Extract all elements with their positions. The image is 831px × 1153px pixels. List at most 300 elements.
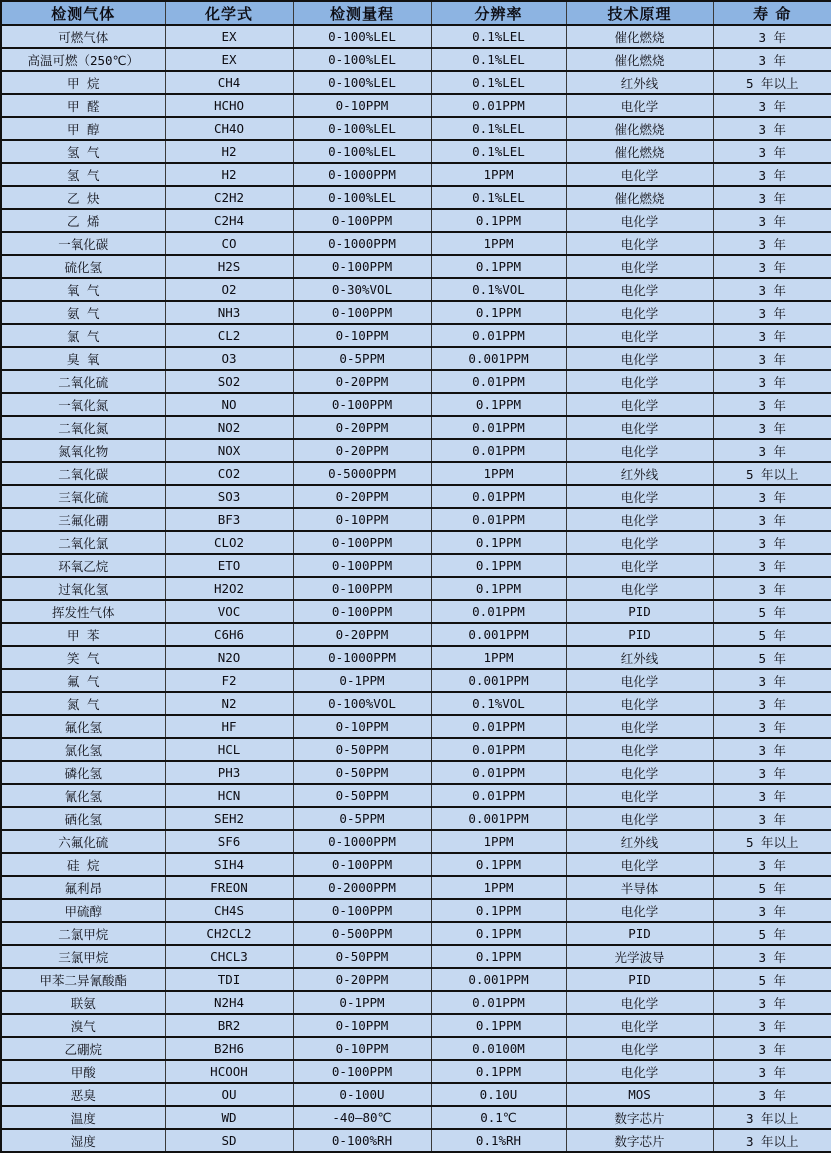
gas-name-cell: 氮 气 xyxy=(1,692,165,715)
gas-name-cell: 温度 xyxy=(1,1106,165,1129)
range-cell: 0-50PPM xyxy=(293,945,431,968)
principle-cell: 数字芯片 xyxy=(566,1106,713,1129)
gas-name-cell: 三氯甲烷 xyxy=(1,945,165,968)
principle-cell: PID xyxy=(566,922,713,945)
formula-cell: F2 xyxy=(165,669,293,692)
table-row xyxy=(1,117,831,140)
gas-name-cell: 三氧化硫 xyxy=(1,485,165,508)
resolution-cell: 0.1%LEL xyxy=(431,48,566,71)
principle-cell: PID xyxy=(566,600,713,623)
table-row xyxy=(1,1106,831,1129)
range-cell: 0-10PPM xyxy=(293,508,431,531)
lifespan-cell: 3 年 xyxy=(713,370,831,393)
resolution-cell: 0.1%LEL xyxy=(431,71,566,94)
gas-name-cell: 六氟化硫 xyxy=(1,830,165,853)
lifespan-cell: 3 年 xyxy=(713,669,831,692)
table-row xyxy=(1,1014,831,1037)
range-cell: 0-100PPM xyxy=(293,899,431,922)
lifespan-cell: 3 年 xyxy=(713,209,831,232)
principle-cell: 电化学 xyxy=(566,669,713,692)
lifespan-cell: 5 年 xyxy=(713,876,831,899)
table-row xyxy=(1,324,831,347)
gas-name-cell: 氯化氢 xyxy=(1,738,165,761)
range-cell: 0-5PPM xyxy=(293,807,431,830)
lifespan-cell: 3 年 xyxy=(713,1060,831,1083)
formula-cell: H2 xyxy=(165,163,293,186)
resolution-cell: 0.001PPM xyxy=(431,968,566,991)
lifespan-cell: 3 年 xyxy=(713,186,831,209)
range-cell: 0-100PPM xyxy=(293,554,431,577)
gas-name-cell: 氟 气 xyxy=(1,669,165,692)
range-cell: 0-30%VOL xyxy=(293,278,431,301)
range-cell: 0-20PPM xyxy=(293,416,431,439)
range-cell: 0-1PPM xyxy=(293,991,431,1014)
lifespan-cell: 3 年 xyxy=(713,140,831,163)
resolution-cell: 1PPM xyxy=(431,462,566,485)
resolution-cell: 0.1PPM xyxy=(431,577,566,600)
range-cell: 0-1PPM xyxy=(293,669,431,692)
table-row xyxy=(1,991,831,1014)
principle-cell: 电化学 xyxy=(566,416,713,439)
range-cell: 0-100PPM xyxy=(293,209,431,232)
table-row xyxy=(1,830,831,853)
resolution-cell: 1PPM xyxy=(431,232,566,255)
principle-cell: 电化学 xyxy=(566,163,713,186)
table-row xyxy=(1,1129,831,1152)
range-cell: 0-1000PPM xyxy=(293,646,431,669)
range-cell: 0-1000PPM xyxy=(293,830,431,853)
range-cell: 0-100PPM xyxy=(293,531,431,554)
table-row xyxy=(1,1037,831,1060)
gas-name-cell: 磷化氢 xyxy=(1,761,165,784)
lifespan-cell: 3 年 xyxy=(713,991,831,1014)
table-row xyxy=(1,784,831,807)
lifespan-cell: 3 年 xyxy=(713,278,831,301)
range-cell: 0-1000PPM xyxy=(293,163,431,186)
formula-cell: EX xyxy=(165,25,293,48)
resolution-cell: 0.01PPM xyxy=(431,991,566,1014)
principle-cell: 催化燃烧 xyxy=(566,140,713,163)
formula-cell: SIH4 xyxy=(165,853,293,876)
resolution-cell: 0.1%LEL xyxy=(431,25,566,48)
formula-cell: FREON xyxy=(165,876,293,899)
resolution-cell: 0.1PPM xyxy=(431,531,566,554)
table-row xyxy=(1,945,831,968)
table-row xyxy=(1,255,831,278)
resolution-cell: 0.01PPM xyxy=(431,761,566,784)
resolution-cell: 0.0100M xyxy=(431,1037,566,1060)
formula-cell: CH4S xyxy=(165,899,293,922)
principle-cell: 电化学 xyxy=(566,209,713,232)
principle-cell: 电化学 xyxy=(566,807,713,830)
lifespan-cell: 3 年 xyxy=(713,1083,831,1106)
table-row xyxy=(1,1060,831,1083)
column-header-lifespan: 寿 命 xyxy=(713,1,831,25)
lifespan-cell: 3 年 xyxy=(713,301,831,324)
table-row xyxy=(1,25,831,48)
lifespan-cell: 3 年 xyxy=(713,117,831,140)
principle-cell: 电化学 xyxy=(566,554,713,577)
table-header xyxy=(1,1,831,25)
principle-cell: 光学波导 xyxy=(566,945,713,968)
lifespan-cell: 5 年 xyxy=(713,646,831,669)
lifespan-cell: 3 年 xyxy=(713,554,831,577)
lifespan-cell: 3 年 xyxy=(713,163,831,186)
formula-cell: C6H6 xyxy=(165,623,293,646)
table-row xyxy=(1,416,831,439)
formula-cell: SD xyxy=(165,1129,293,1152)
gas-name-cell: 二氯甲烷 xyxy=(1,922,165,945)
principle-cell: 半导体 xyxy=(566,876,713,899)
table-row xyxy=(1,186,831,209)
lifespan-cell: 3 年 xyxy=(713,945,831,968)
lifespan-cell: 3 年 xyxy=(713,324,831,347)
principle-cell: 电化学 xyxy=(566,370,713,393)
range-cell: 0-500PPM xyxy=(293,922,431,945)
range-cell: 0-10PPM xyxy=(293,715,431,738)
principle-cell: 电化学 xyxy=(566,301,713,324)
resolution-cell: 0.1PPM xyxy=(431,922,566,945)
gas-name-cell: 二氧化氯 xyxy=(1,531,165,554)
range-cell: 0-10PPM xyxy=(293,1014,431,1037)
resolution-cell: 0.1℃ xyxy=(431,1106,566,1129)
table-row xyxy=(1,600,831,623)
resolution-cell: 1PPM xyxy=(431,876,566,899)
resolution-cell: 0.1%LEL xyxy=(431,117,566,140)
range-cell: 0-10PPM xyxy=(293,1037,431,1060)
range-cell: 0-100%LEL xyxy=(293,48,431,71)
principle-cell: 催化燃烧 xyxy=(566,48,713,71)
table-row xyxy=(1,485,831,508)
formula-cell: HCL xyxy=(165,738,293,761)
range-cell: 0-100PPM xyxy=(293,255,431,278)
lifespan-cell: 3 年 xyxy=(713,232,831,255)
formula-cell: HF xyxy=(165,715,293,738)
lifespan-cell: 3 年 xyxy=(713,347,831,370)
range-cell: 0-100PPM xyxy=(293,577,431,600)
principle-cell: 电化学 xyxy=(566,715,713,738)
lifespan-cell: 3 年 xyxy=(713,807,831,830)
table-row xyxy=(1,48,831,71)
resolution-cell: 0.10U xyxy=(431,1083,566,1106)
table-row xyxy=(1,370,831,393)
formula-cell: WD xyxy=(165,1106,293,1129)
gas-name-cell: 硫化氢 xyxy=(1,255,165,278)
gas-name-cell: 乙 烯 xyxy=(1,209,165,232)
gas-name-cell: 乙硼烷 xyxy=(1,1037,165,1060)
range-cell: 0-50PPM xyxy=(293,738,431,761)
range-cell: 0-20PPM xyxy=(293,370,431,393)
resolution-cell: 0.1PPM xyxy=(431,1060,566,1083)
lifespan-cell: 5 年以上 xyxy=(713,462,831,485)
gas-name-cell: 甲苯二异氰酸酯 xyxy=(1,968,165,991)
gas-name-cell: 硒化氢 xyxy=(1,807,165,830)
formula-cell: EX xyxy=(165,48,293,71)
table-row xyxy=(1,577,831,600)
gas-name-cell: 三氟化硼 xyxy=(1,508,165,531)
lifespan-cell: 5 年 xyxy=(713,922,831,945)
formula-cell: H2 xyxy=(165,140,293,163)
gas-name-cell: 氯 气 xyxy=(1,324,165,347)
table-row xyxy=(1,393,831,416)
principle-cell: 电化学 xyxy=(566,255,713,278)
formula-cell: SEH2 xyxy=(165,807,293,830)
column-header-range: 检测量程 xyxy=(293,1,431,25)
principle-cell: 电化学 xyxy=(566,1037,713,1060)
table-row xyxy=(1,899,831,922)
lifespan-cell: 3 年 xyxy=(713,531,831,554)
principle-cell: 电化学 xyxy=(566,393,713,416)
resolution-cell: 0.01PPM xyxy=(431,439,566,462)
lifespan-cell: 3 年 xyxy=(713,784,831,807)
principle-cell: 电化学 xyxy=(566,531,713,554)
gas-name-cell: 过氧化氢 xyxy=(1,577,165,600)
table-row xyxy=(1,646,831,669)
principle-cell: 红外线 xyxy=(566,646,713,669)
lifespan-cell: 5 年 xyxy=(713,600,831,623)
formula-cell: NH3 xyxy=(165,301,293,324)
table-row xyxy=(1,623,831,646)
lifespan-cell: 3 年 xyxy=(713,393,831,416)
principle-cell: 电化学 xyxy=(566,784,713,807)
resolution-cell: 0.1%VOL xyxy=(431,278,566,301)
gas-name-cell: 湿度 xyxy=(1,1129,165,1152)
range-cell: 0-100U xyxy=(293,1083,431,1106)
range-cell: 0-100PPM xyxy=(293,853,431,876)
table-row xyxy=(1,278,831,301)
lifespan-cell: 3 年 xyxy=(713,692,831,715)
resolution-cell: 0.001PPM xyxy=(431,807,566,830)
lifespan-cell: 3 年 xyxy=(713,416,831,439)
formula-cell: C2H2 xyxy=(165,186,293,209)
principle-cell: 红外线 xyxy=(566,462,713,485)
resolution-cell: 0.1%VOL xyxy=(431,692,566,715)
range-cell: 0-100%VOL xyxy=(293,692,431,715)
formula-cell: CH2CL2 xyxy=(165,922,293,945)
formula-cell: H2O2 xyxy=(165,577,293,600)
column-header-principle: 技术原理 xyxy=(566,1,713,25)
table-row xyxy=(1,738,831,761)
lifespan-cell: 3 年 xyxy=(713,853,831,876)
gas-name-cell: 氟利昂 xyxy=(1,876,165,899)
range-cell: 0-10PPM xyxy=(293,94,431,117)
range-cell: 0-100PPM xyxy=(293,1060,431,1083)
lifespan-cell: 5 年 xyxy=(713,623,831,646)
lifespan-cell: 5 年以上 xyxy=(713,830,831,853)
principle-cell: 电化学 xyxy=(566,347,713,370)
principle-cell: 电化学 xyxy=(566,692,713,715)
formula-cell: HCN xyxy=(165,784,293,807)
formula-cell: NO2 xyxy=(165,416,293,439)
gas-name-cell: 二氧化氮 xyxy=(1,416,165,439)
formula-cell: HCHO xyxy=(165,94,293,117)
formula-cell: VOC xyxy=(165,600,293,623)
resolution-cell: 0.1PPM xyxy=(431,899,566,922)
formula-cell: CL2 xyxy=(165,324,293,347)
formula-cell: BF3 xyxy=(165,508,293,531)
principle-cell: 电化学 xyxy=(566,738,713,761)
range-cell: 0-20PPM xyxy=(293,623,431,646)
resolution-cell: 0.01PPM xyxy=(431,94,566,117)
table-row xyxy=(1,347,831,370)
resolution-cell: 1PPM xyxy=(431,646,566,669)
table-row xyxy=(1,209,831,232)
lifespan-cell: 3 年 xyxy=(713,1037,831,1060)
table-row xyxy=(1,968,831,991)
column-header-gas: 检测气体 xyxy=(1,1,165,25)
gas-name-cell: 甲 烷 xyxy=(1,71,165,94)
lifespan-cell: 3 年 xyxy=(713,715,831,738)
range-cell: 0-50PPM xyxy=(293,784,431,807)
formula-cell: CO2 xyxy=(165,462,293,485)
table-row xyxy=(1,531,831,554)
lifespan-cell: 3 年以上 xyxy=(713,1129,831,1152)
principle-cell: 电化学 xyxy=(566,1014,713,1037)
formula-cell: N2H4 xyxy=(165,991,293,1014)
resolution-cell: 0.1PPM xyxy=(431,1014,566,1037)
lifespan-cell: 3 年 xyxy=(713,1014,831,1037)
gas-name-cell: 一氧化氮 xyxy=(1,393,165,416)
lifespan-cell: 3 年 xyxy=(713,761,831,784)
gas-name-cell: 可燃气体 xyxy=(1,25,165,48)
resolution-cell: 0.1%RH xyxy=(431,1129,566,1152)
resolution-cell: 0.01PPM xyxy=(431,738,566,761)
principle-cell: 催化燃烧 xyxy=(566,186,713,209)
gas-name-cell: 氧 气 xyxy=(1,278,165,301)
resolution-cell: 0.1%LEL xyxy=(431,186,566,209)
lifespan-cell: 3 年 xyxy=(713,255,831,278)
principle-cell: 电化学 xyxy=(566,991,713,1014)
table-row xyxy=(1,508,831,531)
resolution-cell: 0.01PPM xyxy=(431,784,566,807)
principle-cell: 电化学 xyxy=(566,1060,713,1083)
gas-name-cell: 甲硫醇 xyxy=(1,899,165,922)
table-row xyxy=(1,140,831,163)
formula-cell: NO xyxy=(165,393,293,416)
table-body xyxy=(1,25,831,1152)
table-row xyxy=(1,876,831,899)
resolution-cell: 0.01PPM xyxy=(431,370,566,393)
table-row xyxy=(1,71,831,94)
table-row xyxy=(1,163,831,186)
gas-name-cell: 恶臭 xyxy=(1,1083,165,1106)
formula-cell: O3 xyxy=(165,347,293,370)
formula-cell: OU xyxy=(165,1083,293,1106)
resolution-cell: 1PPM xyxy=(431,163,566,186)
table-row xyxy=(1,715,831,738)
lifespan-cell: 3 年 xyxy=(713,899,831,922)
range-cell: 0-100%LEL xyxy=(293,71,431,94)
principle-cell: 电化学 xyxy=(566,577,713,600)
column-header-formula: 化学式 xyxy=(165,1,293,25)
resolution-cell: 0.01PPM xyxy=(431,485,566,508)
lifespan-cell: 3 年以上 xyxy=(713,1106,831,1129)
principle-cell: 电化学 xyxy=(566,899,713,922)
resolution-cell: 0.1PPM xyxy=(431,209,566,232)
table-row xyxy=(1,554,831,577)
principle-cell: 电化学 xyxy=(566,508,713,531)
gas-name-cell: 笑 气 xyxy=(1,646,165,669)
resolution-cell: 0.01PPM xyxy=(431,324,566,347)
resolution-cell: 0.001PPM xyxy=(431,347,566,370)
principle-cell: 催化燃烧 xyxy=(566,117,713,140)
lifespan-cell: 5 年以上 xyxy=(713,71,831,94)
principle-cell: 催化燃烧 xyxy=(566,25,713,48)
gas-name-cell: 氨 气 xyxy=(1,301,165,324)
formula-cell: SF6 xyxy=(165,830,293,853)
range-cell: 0-2000PPM xyxy=(293,876,431,899)
lifespan-cell: 3 年 xyxy=(713,738,831,761)
formula-cell: TDI xyxy=(165,968,293,991)
gas-name-cell: 甲 苯 xyxy=(1,623,165,646)
formula-cell: HCOOH xyxy=(165,1060,293,1083)
formula-cell: N2O xyxy=(165,646,293,669)
principle-cell: 电化学 xyxy=(566,232,713,255)
resolution-cell: 0.1PPM xyxy=(431,945,566,968)
range-cell: 0-100%RH xyxy=(293,1129,431,1152)
formula-cell: CH4O xyxy=(165,117,293,140)
formula-cell: PH3 xyxy=(165,761,293,784)
principle-cell: 电化学 xyxy=(566,324,713,347)
resolution-cell: 0.01PPM xyxy=(431,416,566,439)
principle-cell: 红外线 xyxy=(566,830,713,853)
principle-cell: 电化学 xyxy=(566,485,713,508)
formula-cell: O2 xyxy=(165,278,293,301)
gas-name-cell: 二氧化碳 xyxy=(1,462,165,485)
principle-cell: 红外线 xyxy=(566,71,713,94)
principle-cell: PID xyxy=(566,623,713,646)
table-row xyxy=(1,761,831,784)
formula-cell: C2H4 xyxy=(165,209,293,232)
gas-name-cell: 甲 醇 xyxy=(1,117,165,140)
formula-cell: CHCL3 xyxy=(165,945,293,968)
table-row xyxy=(1,301,831,324)
resolution-cell: 0.1PPM xyxy=(431,255,566,278)
table-row xyxy=(1,232,831,255)
header-row xyxy=(1,1,831,25)
gas-name-cell: 环氧乙烷 xyxy=(1,554,165,577)
range-cell: 0-5000PPM xyxy=(293,462,431,485)
range-cell: 0-50PPM xyxy=(293,761,431,784)
table-row xyxy=(1,669,831,692)
table-row xyxy=(1,1083,831,1106)
principle-cell: MOS xyxy=(566,1083,713,1106)
principle-cell: 电化学 xyxy=(566,853,713,876)
range-cell: 0-100%LEL xyxy=(293,186,431,209)
resolution-cell: 0.001PPM xyxy=(431,623,566,646)
formula-cell: CO xyxy=(165,232,293,255)
range-cell: 0-1000PPM xyxy=(293,232,431,255)
range-cell: 0-20PPM xyxy=(293,485,431,508)
formula-cell: CLO2 xyxy=(165,531,293,554)
lifespan-cell: 3 年 xyxy=(713,577,831,600)
gas-name-cell: 氮氧化物 xyxy=(1,439,165,462)
resolution-cell: 0.01PPM xyxy=(431,508,566,531)
gas-name-cell: 硅 烷 xyxy=(1,853,165,876)
resolution-cell: 0.1PPM xyxy=(431,554,566,577)
formula-cell: ETO xyxy=(165,554,293,577)
formula-cell: H2S xyxy=(165,255,293,278)
gas-name-cell: 联氨 xyxy=(1,991,165,1014)
range-cell: 0-100PPM xyxy=(293,600,431,623)
range-cell: -40—80℃ xyxy=(293,1106,431,1129)
resolution-cell: 0.01PPM xyxy=(431,715,566,738)
gas-name-cell: 乙 炔 xyxy=(1,186,165,209)
lifespan-cell: 3 年 xyxy=(713,439,831,462)
gas-name-cell: 甲酸 xyxy=(1,1060,165,1083)
formula-cell: SO2 xyxy=(165,370,293,393)
gas-name-cell: 溴气 xyxy=(1,1014,165,1037)
